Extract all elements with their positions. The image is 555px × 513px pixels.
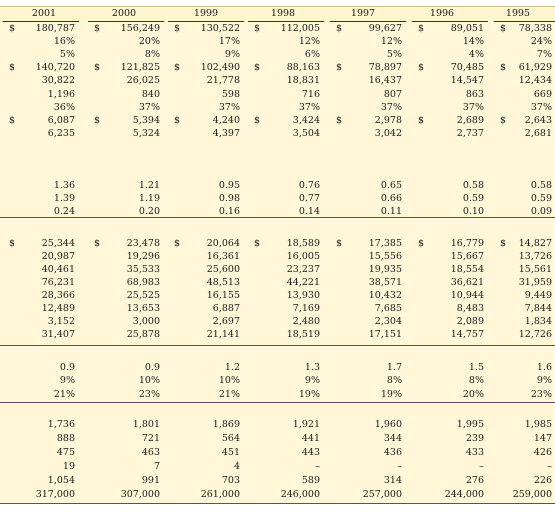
table-cell: 48,513	[206, 277, 240, 288]
table-cell: 16,005	[286, 251, 320, 262]
year-header-1997: 1997	[350, 8, 376, 19]
table-cell: 246,000	[280, 488, 320, 500]
table-cell: 1,960	[374, 419, 402, 430]
table-cell: 0.11	[380, 206, 402, 218]
dollar-sign: $	[500, 23, 507, 34]
table-cell: 9%	[304, 375, 320, 387]
table-cell: 10%	[218, 375, 240, 387]
dollar-sign: $	[336, 114, 343, 126]
table-row	[0, 88, 555, 101]
table-cell: 35,533	[126, 264, 160, 275]
table-cell: 18,519	[286, 329, 320, 340]
table-cell: 8%	[468, 375, 484, 387]
table-cell: 31,407	[41, 329, 75, 340]
table-cell	[248, 140, 320, 153]
table-cell: 226	[533, 474, 552, 486]
table-cell: 0.9	[144, 362, 160, 373]
table-cell	[3, 153, 75, 166]
table-cell	[3, 140, 75, 153]
table-cell: 863	[465, 88, 484, 100]
table-cell: 9,449	[524, 290, 552, 301]
dollar-sign: $	[9, 62, 16, 74]
table-cell: 0.24	[53, 206, 75, 218]
table-row	[0, 153, 555, 166]
table-cell: 317,000	[35, 488, 75, 500]
table-cell: 1.39	[53, 193, 75, 205]
table-cell: –	[397, 460, 402, 472]
table-cell: 23%	[138, 388, 160, 400]
table-cell: 0.59	[462, 193, 484, 205]
table-cell: 37%	[380, 101, 402, 113]
table-cell: 2,089	[456, 316, 484, 327]
table-cell: 16,779	[450, 238, 484, 249]
table-cell: 6,087	[47, 114, 75, 126]
table-cell: 31,959	[518, 277, 552, 288]
section-divider	[0, 503, 555, 504]
table-cell: 0.76	[298, 180, 320, 192]
table-cell: 88,163	[286, 62, 320, 74]
table-cell: 991	[141, 474, 160, 486]
dollar-sign: $	[500, 114, 507, 126]
table-cell: 257,000	[362, 488, 402, 500]
table-cell: 669	[533, 88, 552, 100]
table-cell: 0.98	[218, 193, 240, 205]
table-cell: 598	[221, 88, 240, 100]
dollar-sign: $	[174, 114, 181, 126]
table-cell: 1.7	[386, 362, 402, 373]
table-cell	[168, 140, 240, 153]
table-cell: 1.19	[138, 193, 160, 205]
table-cell: 28,366	[41, 290, 75, 301]
dollar-sign: $	[94, 23, 101, 34]
table-cell: 441	[301, 432, 320, 444]
table-cell: 5,394	[132, 114, 160, 126]
dollar-sign: $	[174, 62, 181, 74]
table-cell: 8%	[144, 49, 160, 61]
table-cell: 36,621	[450, 277, 484, 288]
dollar-sign: $	[9, 114, 16, 126]
table-cell	[168, 166, 240, 179]
table-cell: 1,801	[132, 419, 160, 430]
table-cell	[330, 140, 402, 153]
table-cell: 14,827	[518, 238, 552, 249]
table-row	[0, 361, 555, 374]
table-cell: 1,054	[47, 474, 75, 486]
table-cell: 7,844	[524, 303, 552, 314]
dollar-sign: $	[336, 62, 343, 74]
table-row	[0, 22, 555, 35]
dollar-sign: $	[254, 62, 261, 74]
table-cell: 68,983	[126, 277, 160, 288]
table-cell: 17,385	[368, 238, 402, 249]
table-cell: 4,397	[212, 127, 240, 139]
table-cell: 451	[221, 446, 240, 458]
table-cell: 2,643	[524, 114, 552, 126]
table-cell: 18,554	[450, 264, 484, 275]
dollar-sign: $	[418, 114, 425, 126]
table-cell: 9%	[536, 375, 552, 387]
table-cell: 5%	[386, 49, 402, 61]
table-cell: 888	[56, 432, 75, 444]
table-cell: 3,000	[132, 316, 160, 327]
table-cell: 10,432	[368, 290, 402, 301]
table-row	[0, 35, 555, 48]
table-row	[0, 48, 555, 61]
table-cell: 16,437	[368, 75, 402, 87]
table-cell: 9%	[59, 375, 75, 387]
table-cell: 10%	[138, 375, 160, 387]
table-cell: 1,834	[524, 316, 552, 327]
table-cell: 5%	[59, 49, 75, 61]
dollar-sign: $	[254, 238, 261, 249]
table-cell: 36%	[53, 101, 75, 113]
table-cell: 1.5	[468, 362, 484, 373]
table-cell: 6%	[304, 49, 320, 61]
table-cell: 21%	[218, 388, 240, 400]
table-cell: 20,987	[41, 251, 75, 262]
table-row	[0, 250, 555, 263]
dollar-sign: $	[336, 23, 343, 34]
table-cell: 102,490	[200, 62, 240, 74]
table-cell: 0.59	[530, 193, 552, 205]
table-cell: 26,025	[126, 75, 160, 87]
table-cell: 15,667	[450, 251, 484, 262]
table-cell	[88, 140, 160, 153]
table-cell: 0.16	[218, 206, 240, 218]
table-cell: 12%	[380, 36, 402, 48]
table-cell: 2,697	[212, 316, 240, 327]
table-cell	[412, 153, 484, 166]
table-row	[0, 179, 555, 192]
table-cell: 261,000	[200, 488, 240, 500]
table-cell: 30,822	[41, 75, 75, 87]
table-row	[0, 374, 555, 387]
table-cell: 89,051	[450, 23, 484, 34]
table-cell: 2,978	[374, 114, 402, 126]
table-cell: 0.10	[462, 206, 484, 218]
table-row	[0, 488, 555, 501]
table-cell: 1.36	[53, 180, 75, 192]
table-row	[0, 205, 555, 218]
table-cell: 1,921	[292, 419, 320, 430]
table-cell: 6,887	[212, 303, 240, 314]
table-cell: 25,878	[126, 329, 160, 340]
table-cell: 44,221	[286, 277, 320, 288]
table-cell: 463	[141, 446, 160, 458]
table-cell: 1.2	[224, 362, 240, 373]
table-cell: 8,483	[456, 303, 484, 314]
table-cell: 8%	[386, 375, 402, 387]
table-cell: 23%	[530, 388, 552, 400]
table-cell: 344	[383, 432, 402, 444]
table-cell: 112,005	[280, 23, 320, 34]
table-cell: 7%	[536, 49, 552, 61]
table-cell	[494, 166, 552, 179]
table-cell: 314	[383, 474, 402, 486]
dollar-sign: $	[94, 114, 101, 126]
table-cell: 21,141	[206, 329, 240, 340]
table-cell	[330, 153, 402, 166]
table-row	[0, 446, 555, 459]
table-cell: 1,869	[212, 419, 240, 430]
table-cell: –	[547, 460, 552, 472]
table-cell: 140,720	[35, 62, 75, 74]
table-cell: 18,589	[286, 238, 320, 249]
table-row	[0, 418, 555, 431]
table-cell: 0.66	[380, 193, 402, 205]
table-cell: 78,897	[368, 62, 402, 74]
table-cell	[412, 140, 484, 153]
table-cell: 0.77	[298, 193, 320, 205]
year-header-2001: 2001	[31, 8, 57, 19]
table-cell: 10,944	[450, 290, 484, 301]
dollar-sign: $	[418, 23, 425, 34]
table-cell: 1.3	[304, 362, 320, 373]
table-cell: 4%	[468, 49, 484, 61]
table-cell: 15,561	[518, 264, 552, 275]
table-cell: 25,344	[41, 238, 75, 249]
table-cell: 0.9	[59, 362, 75, 373]
table-cell: 3,424	[292, 114, 320, 126]
table-cell: 180,787	[35, 23, 75, 34]
table-cell: 13,653	[126, 303, 160, 314]
table-cell: 121,825	[120, 62, 160, 74]
table-cell: 37%	[218, 101, 240, 113]
table-cell: 13,930	[286, 290, 320, 301]
dollar-sign: $	[94, 238, 101, 249]
table-cell: 0.58	[530, 180, 552, 192]
table-row	[0, 166, 555, 179]
table-cell: 2,737	[456, 127, 484, 139]
table-cell: 433	[465, 446, 484, 458]
table-cell: 7	[153, 460, 160, 472]
table-cell: 20%	[138, 36, 160, 48]
table-cell: 564	[221, 432, 240, 444]
dollar-sign: $	[336, 238, 343, 249]
table-cell: 4	[233, 460, 240, 472]
table-cell: 15,556	[368, 251, 402, 262]
table-row	[0, 263, 555, 276]
table-cell: 14,757	[450, 329, 484, 340]
table-row	[0, 61, 555, 74]
table-cell: 840	[141, 88, 160, 100]
table-cell: 19,296	[126, 251, 160, 262]
table-cell: 70,485	[450, 62, 484, 74]
table-row	[0, 302, 555, 315]
table-cell: 239	[465, 432, 484, 444]
table-cell: 40,461	[41, 264, 75, 275]
dollar-sign: $	[254, 114, 261, 126]
table-cell	[330, 166, 402, 179]
table-row	[0, 101, 555, 114]
table-cell: 7,685	[374, 303, 402, 314]
table-cell: 25,600	[206, 264, 240, 275]
table-cell: 2,689	[456, 114, 484, 126]
table-cell: 1,995	[456, 419, 484, 430]
table-cell: 426	[533, 446, 552, 458]
table-cell: –	[479, 460, 484, 472]
table-cell: 3,152	[47, 316, 75, 327]
table-cell: 19%	[298, 388, 320, 400]
table-cell: 37%	[462, 101, 484, 113]
year-header-2000: 2000	[111, 8, 137, 19]
table-cell: 807	[383, 88, 402, 100]
table-cell: 3,504	[292, 127, 320, 139]
table-cell: 19	[62, 460, 75, 472]
table-cell: 6,235	[47, 127, 75, 139]
table-cell: 20%	[462, 388, 484, 400]
table-cell: 589	[301, 474, 320, 486]
table-cell: 0.14	[298, 206, 320, 218]
table-cell: 21,778	[206, 75, 240, 87]
table-cell: 147	[533, 432, 552, 444]
table-cell: 1,736	[47, 419, 75, 430]
table-row	[0, 474, 555, 487]
table-cell	[494, 140, 552, 153]
table-cell: 307,000	[120, 488, 160, 500]
dollar-sign: $	[9, 23, 16, 34]
table-row	[0, 328, 555, 341]
table-cell: 78,338	[518, 23, 552, 34]
table-cell: 14,547	[450, 75, 484, 87]
table-cell: 436	[383, 446, 402, 458]
table-cell: 37%	[530, 101, 552, 113]
table-cell: 1.6	[536, 362, 552, 373]
dollar-sign: $	[500, 238, 507, 249]
table-row	[0, 460, 555, 473]
table-cell: 12,434	[518, 75, 552, 87]
table-cell: 12,489	[41, 303, 75, 314]
table-row	[0, 237, 555, 250]
table-cell	[3, 166, 75, 179]
table-cell	[88, 166, 160, 179]
table-row	[0, 74, 555, 87]
table-row	[0, 140, 555, 153]
table-cell: 721	[141, 432, 160, 444]
table-cell: 76,231	[41, 277, 75, 288]
dollar-sign: $	[418, 62, 425, 74]
table-cell: 18,831	[286, 75, 320, 87]
table-cell: 0.09	[530, 206, 552, 218]
table-cell: 716	[301, 88, 320, 100]
table-cell: 13,726	[518, 251, 552, 262]
table-cell: 2,480	[292, 316, 320, 327]
table-cell: 5,324	[132, 127, 160, 139]
table-cell	[168, 153, 240, 166]
dollar-sign: $	[254, 23, 261, 34]
dollar-sign: $	[94, 62, 101, 74]
table-cell: 0.58	[462, 180, 484, 192]
table-cell	[248, 153, 320, 166]
table-cell: 37%	[298, 101, 320, 113]
table-row	[0, 388, 555, 401]
table-cell: 16,361	[206, 251, 240, 262]
table-cell: 1,196	[47, 88, 75, 100]
table-cell: 130,522	[200, 23, 240, 34]
table-cell: 475	[56, 446, 75, 458]
table-cell: 14%	[462, 36, 484, 48]
table-cell: 4,240	[212, 114, 240, 126]
table-cell: 23,478	[126, 238, 160, 249]
table-cell: 99,627	[368, 23, 402, 34]
table-cell	[88, 153, 160, 166]
table-row	[0, 114, 555, 127]
table-row	[0, 192, 555, 205]
table-cell: 2,304	[374, 316, 402, 327]
table-cell: 443	[301, 446, 320, 458]
table-cell: 61,929	[518, 62, 552, 74]
table-cell: 0.65	[380, 180, 402, 192]
table-row	[0, 276, 555, 289]
table-cell	[412, 166, 484, 179]
table-cell: 7,169	[292, 303, 320, 314]
table-cell: 23,237	[286, 264, 320, 275]
table-cell: 19,935	[368, 264, 402, 275]
table-cell: 21%	[53, 388, 75, 400]
table-cell: 16%	[53, 36, 75, 48]
table-cell: 12%	[298, 36, 320, 48]
table-cell	[494, 153, 552, 166]
table-cell: 20,064	[206, 238, 240, 249]
table-cell: 3,042	[374, 127, 402, 139]
table-cell: 12,726	[518, 329, 552, 340]
table-cell: 9%	[224, 49, 240, 61]
year-header-1995: 1995	[505, 8, 531, 19]
table-cell: 703	[221, 474, 240, 486]
dollar-sign: $	[9, 238, 16, 249]
table-cell: 0.95	[218, 180, 240, 192]
table-row	[0, 289, 555, 302]
table-cell: 24%	[530, 36, 552, 48]
table-cell: 16,155	[206, 290, 240, 301]
table-row	[0, 315, 555, 328]
table-cell: 156,249	[120, 23, 160, 34]
table-cell: 0.20	[138, 206, 160, 218]
dollar-sign: $	[174, 23, 181, 34]
table-cell: 244,000	[444, 488, 484, 500]
table-cell: 38,571	[368, 277, 402, 288]
table-cell: 1,985	[524, 419, 552, 430]
table-cell	[248, 166, 320, 179]
table-cell: 276	[465, 474, 484, 486]
dollar-sign: $	[418, 238, 425, 249]
table-row	[0, 127, 555, 140]
dollar-sign: $	[500, 62, 507, 74]
table-cell: 37%	[138, 101, 160, 113]
table-cell: –	[315, 460, 320, 472]
table-row	[0, 432, 555, 445]
year-header-1996: 1996	[429, 8, 455, 19]
table-cell: 17%	[218, 36, 240, 48]
year-header-1999: 1999	[193, 8, 219, 19]
table-cell: 259,000	[512, 488, 552, 500]
table-cell: 17,151	[368, 329, 402, 340]
table-cell: 25,525	[126, 290, 160, 301]
year-header-1998: 1998	[270, 8, 296, 19]
dollar-sign: $	[174, 238, 181, 249]
table-cell: 2,681	[524, 127, 552, 139]
table-cell: 19%	[380, 388, 402, 400]
table-cell: 1.21	[138, 180, 160, 192]
